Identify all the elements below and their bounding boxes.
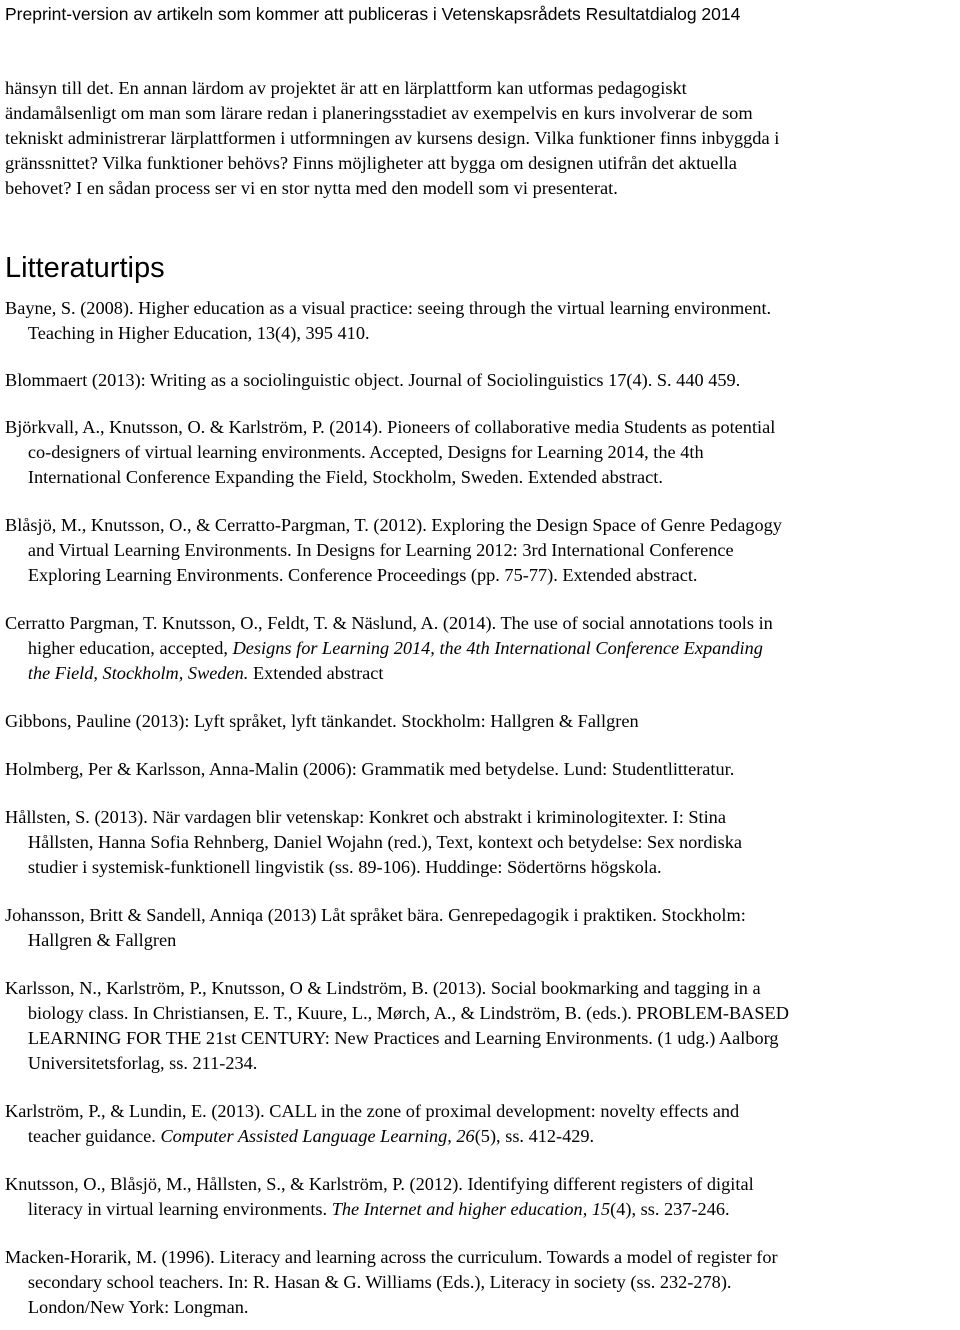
reference-text: literacy in virtual learning environments. — [27, 1199, 332, 1219]
reference-blommaert — [5, 368, 960, 393]
reference-line: Johansson, Britt & Sandell, Anniqa (2013) Låt språket bära. Genrepedagogik i praktiken. Stockholm: — [5, 905, 746, 925]
reference-line — [5, 636, 955, 661]
reference-text: (5), ss. 412-429. — [474, 1126, 595, 1146]
intro-line: gränssnittet? Vilka funktioner behövs? Finns möjligheter att bygga om designen utifrån det aktuella — [5, 153, 737, 173]
reference-blasjo — [5, 513, 960, 588]
reference-line: Exploring Learning Environments. Conference Proceedings (pp. 75-77). Extended abstract. — [27, 565, 698, 585]
reference-line: Bayne, S. (2008). Higher education as a visual practice: seeing through the virtual learning environment. — [5, 298, 772, 318]
reference-line: International Conference Expanding the Field, Stockholm, Sweden. Extended abstract. — [27, 467, 663, 487]
reference-line: studier i systemisk-funktionell lingvistik (ss. 89-106). Huddinge: Södertörns högskola. — [27, 857, 662, 877]
reference-gibbons — [5, 709, 960, 734]
reference-italic-title: the Field, Stockholm, Sweden. — [27, 663, 249, 683]
reference-line: co-designers of virtual learning environments. Accepted, Designs for Learning 2014, the 4th — [27, 442, 704, 462]
reference-italic-title: Designs for Learning 2014, the 4th International Conference Expanding — [232, 638, 763, 658]
reference-line: Hallgren & Fallgren — [27, 930, 177, 950]
section-title: Litteraturtips — [5, 252, 165, 284]
reference-line: London/New York: Longman. — [27, 1297, 249, 1317]
reference-bjorkvall — [5, 415, 960, 490]
reference-line: Karlström, P., & Lundin, E. (2013). CALL in the zone of proximal development: novelty effects and — [5, 1101, 740, 1121]
reference-line: Macken-Horarik, M. (1996). Literacy and learning across the curriculum. Towards a model of register for — [5, 1247, 778, 1267]
reference-text: Extended abstract — [248, 663, 384, 683]
reference-hallsten — [5, 805, 960, 880]
reference-line: biology class. In Christiansen, E. T., Kuure, L., Mørch, A., & Lindström, B. (eds.). PROBLEM-BASED — [27, 1003, 789, 1023]
reference-karlsson — [5, 976, 960, 1076]
reference-line: Holmberg, Per & Karlsson, Anna-Malin (2006): Grammatik med betydelse. Lund: Studentlitteratur. — [5, 759, 735, 779]
reference-holmberg — [5, 757, 960, 782]
reference-line: Teaching in Higher Education, 13(4), 395 410. — [27, 323, 370, 343]
reference-line: secondary school teachers. In: R. Hasan & G. Williams (Eds.), Literacy in society (ss. 232-278). — [27, 1272, 732, 1292]
reference-line — [5, 1124, 955, 1149]
reference-karlstrom-lundin — [5, 1099, 960, 1149]
reference-line — [5, 661, 955, 686]
intro-line: ändamålsenligt om man som lärare redan i planeringsstadiet av exempelvis en kurs involverar de som — [5, 103, 753, 123]
reference-johansson — [5, 903, 960, 953]
intro-line: tekniskt administrerar lärplattformen i utformningen av kursens design. Vilka funktioner finns inbyggda i — [5, 128, 780, 148]
reference-line: Blåsjö, M., Knutsson, O., & Cerratto-Pargman, T. (2012). Exploring the Design Space of Genre Pedagogy — [5, 515, 782, 535]
reference-list — [5, 296, 960, 1320]
reference-text: teacher guidance. — [27, 1126, 161, 1146]
reference-line: Universitetsforlag, ss. 211-234. — [27, 1053, 258, 1073]
reference-line: LEARNING FOR THE 21st CENTURY: New Practices and Learning Environments. (1 udg.) Aalborg — [27, 1028, 779, 1048]
reference-macken-horarik — [5, 1245, 960, 1320]
intro-line: behovet? I en sådan process ser vi en stor nytta med den modell som vi presenterat. — [5, 178, 618, 198]
intro-line: hänsyn till det. En annan lärdom av projektet är att en lärplattform kan utformas pedagogiskt — [5, 78, 687, 98]
reference-line: Hållsten, Hanna Sofia Rehnberg, Daniel Wojahn (red.), Text, kontext och betydelse: Sex nordiska — [27, 832, 743, 852]
reference-text: (4), ss. 237-246. — [610, 1199, 730, 1219]
reference-cerratto-pargman — [5, 611, 960, 686]
reference-line: Cerratto Pargman, T. Knutsson, O., Feldt, T. & Näslund, A. (2014). The use of social annotations tools in — [5, 613, 773, 633]
reference-line: and Virtual Learning Environments. In Designs for Learning 2012: 3rd International Conference — [27, 540, 734, 560]
reference-line: Blommaert (2013): Writing as a sociolinguistic object. Journal of Sociolinguistics 17(4). S. 440 459. — [5, 370, 741, 390]
intro-paragraph — [5, 76, 955, 201]
reference-line: Karlsson, N., Karlström, P., Knutsson, O & Lindström, B. (2013). Social bookmarking and tagging in a — [5, 978, 761, 998]
reference-knutsson — [5, 1172, 960, 1222]
reference-line: Björkvall, A., Knutsson, O. & Karlström, P. (2014). Pioneers of collaborative media Students as potential — [5, 417, 776, 437]
reference-text: higher education, accepted, — [27, 638, 233, 658]
reference-line: Knutsson, O., Blåsjö, M., Hållsten, S., & Karlström, P. (2012). Identifying different registers of digital — [5, 1174, 754, 1194]
reference-italic-title: The Internet and higher education, 15 — [331, 1199, 611, 1219]
reference-italic-title: Computer Assisted Language Learning, 26 — [160, 1126, 475, 1146]
reference-line — [5, 1197, 955, 1222]
reference-line: Hållsten, S. (2013). När vardagen blir vetenskap: Konkret och abstrakt i kriminologitexter. I: Stina — [5, 807, 726, 827]
page-header: Preprint-version av artikeln som kommer att publiceras i Vetenskapsrådets Resultatdialog 2014 — [5, 4, 741, 24]
reference-line: Gibbons, Pauline (2013): Lyft språket, lyft tänkandet. Stockholm: Hallgren & Fallgren — [5, 711, 639, 731]
reference-bayne — [5, 296, 960, 346]
